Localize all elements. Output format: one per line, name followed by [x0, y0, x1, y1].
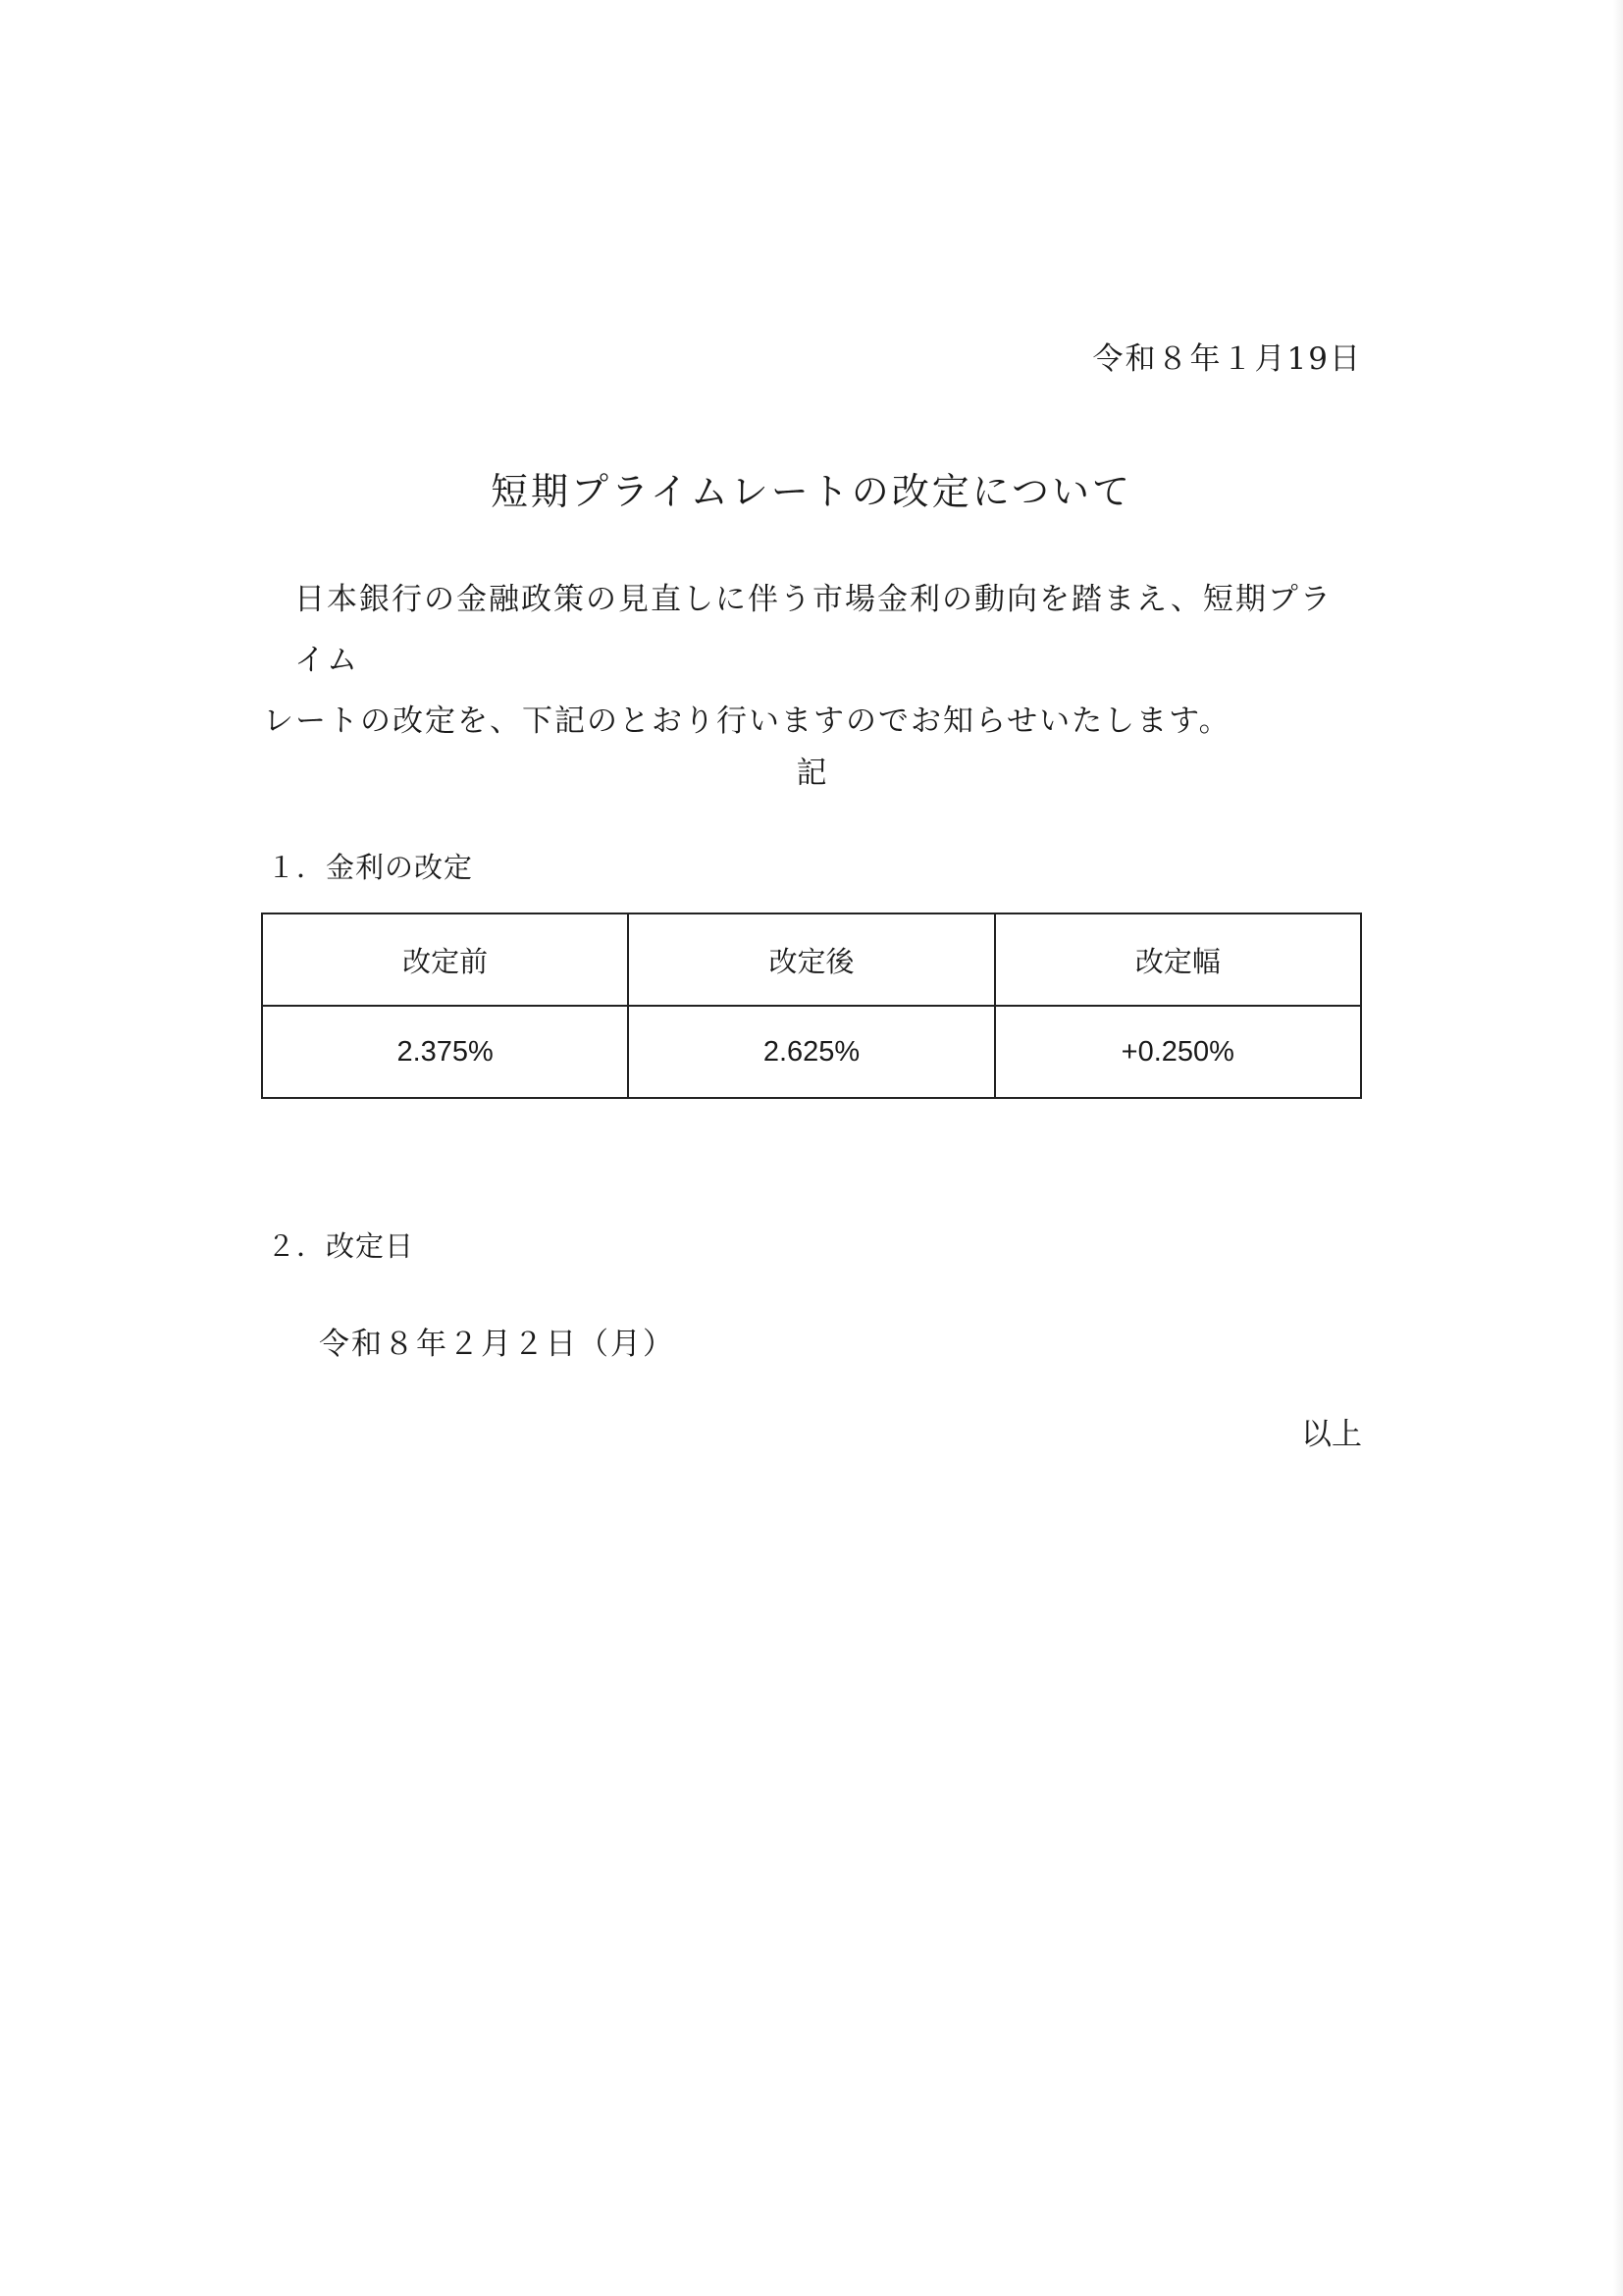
ki-marker: 記 [796, 756, 827, 791]
table-row [262, 1006, 1361, 1098]
header-before: 改定前 [262, 913, 628, 1006]
header-after: 改定後 [628, 913, 994, 1006]
document-date: 令和８年１月19日 [1092, 341, 1362, 377]
header-change: 改定幅 [995, 913, 1361, 1006]
body-line-1: 日本銀行の金融政策の見直しに伴う市場金利の動向を踏まえ、短期プライム [294, 582, 1333, 678]
closing-remark: 以上 [1301, 1417, 1362, 1452]
document-body [263, 569, 1362, 752]
document-title: 短期プライムレートの改定について [490, 470, 1133, 513]
rate-table [261, 913, 1362, 1099]
section-1-heading: １．金利の改定 [267, 851, 474, 884]
rate-before: 2.375% [262, 1006, 628, 1098]
rate-after: 2.625% [628, 1006, 994, 1098]
revision-date: 令和８年２月２日（月） [319, 1327, 675, 1362]
section-2-heading: ２．改定日 [267, 1229, 415, 1263]
table-header-row [262, 913, 1361, 1006]
page-edge-shadow [1613, 0, 1623, 2296]
body-line-2: レートの改定を、下記のとおり行いますのでお知らせいたします。 [263, 704, 1231, 739]
rate-change: +0.250% [995, 1006, 1361, 1098]
